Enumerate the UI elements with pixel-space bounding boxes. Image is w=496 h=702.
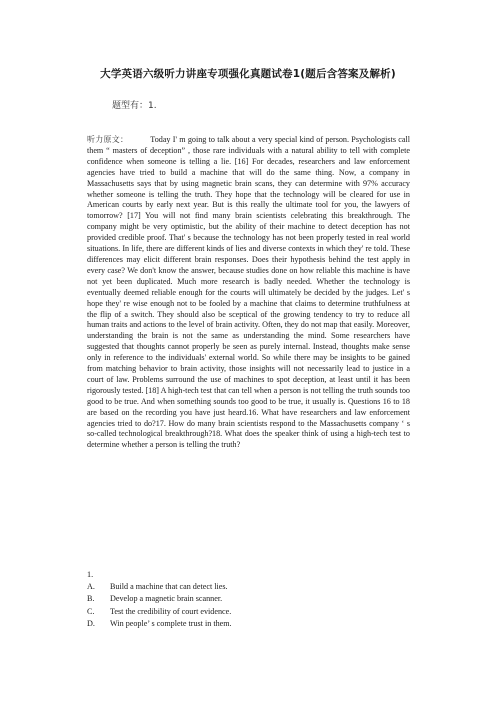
option-text: Win people’ s complete trust in them. <box>110 619 232 629</box>
transcript-text: Today I' m going to talk about a very special kind of person. Psychologists call them “ masters of deception” , those rare individuals with a natural ability to tell with complete confidence when someone is telling a lie. [16] For decades, researchers and law enforcement agencies have tried to build a machine that will do the same thing. Now, a company in Massachusetts says that by using magnetic brain scans, they can determine with 97% accuracy whether someone is telling the truth. They hope that the technology will be cleared for use in American courts by early next year. But is this really the ultimate tool for you, the lawyers of tomorrow? [17] You will not find many brain scientists celebrating this breakthrough. The company might be very optimistic, but the ability of their machine to detect deception has not provided credible proof. That' s because the technology has not been properly tested in real world situations. In life, there are different kinds of lies and diverse contexts in which they' re told. These differences may elicit different brain responses. Does their hypothesis behind the test apply in every case? We don't know the answer, because studies done on how reliable this machine is have not yet been duplicated. Much more research is badly needed. Whether the technology is eventually deemed reliable enough for the courts will ultimately be decided by the judges. Let' s hope they' re wise enough not to be fooled by a machine that claims to determine truthfulness at the flip of a switch. They should also be sceptical of the growing tendency to try to reduce all human traits and actions to the level of brain activity. Often, they do not map that easily. Moreover, understanding the brain is not the same as understanding the mind. Some researchers have suggested that thoughts cannot properly be seen as purely internal. Instead, thoughts make sense only in reference to the individuals' external world. So while there may be insights to be gained from matching behavior to brain activity, those insights will not necessarily lead to justice in a court of law. Problems surround the use of machines to spot deception, at least until it has been rigorously tested. [18] A high-tech test that can tell when a person is not telling the truth sounds too good to be true. And when something sounds too good to be true, it usually is. Questions 16 to 18 are based on the recording you have just heard.16. What have researchers and law enforcement agencies tried to do?17. How do many brain scientists respond to the Massachusetts company ‘ s so-called technological breakthrough?18. What does the speaker think of using a high-tech test to determine whether a person is telling the truth? <box>87 135 411 450</box>
option-text: Build a machine that can detect lies. <box>110 582 228 591</box>
option-b[interactable] <box>87 593 232 605</box>
transcript-paragraph <box>87 135 410 451</box>
question-number: 1. <box>87 570 94 579</box>
option-letter: C. <box>87 606 95 616</box>
transcript-block <box>87 135 410 451</box>
option-text: Test the credibility of court evidence. <box>110 606 232 616</box>
answer-options <box>87 581 232 631</box>
option-text: Develop a magnetic brain scanner. <box>110 594 223 604</box>
option-a[interactable] <box>87 581 232 593</box>
option-c[interactable] <box>87 606 232 618</box>
transcript-lead: 听力原文： <box>87 135 129 144</box>
question-type-label: 题型有：1. <box>112 101 157 111</box>
option-letter: A. <box>87 582 95 591</box>
option-letter: D. <box>87 619 95 629</box>
option-letter: B. <box>87 594 95 604</box>
document-title: 大学英语六级听力讲座专项强化真题试卷1(题后含答案及解析) <box>100 68 396 80</box>
option-d[interactable] <box>87 618 232 630</box>
